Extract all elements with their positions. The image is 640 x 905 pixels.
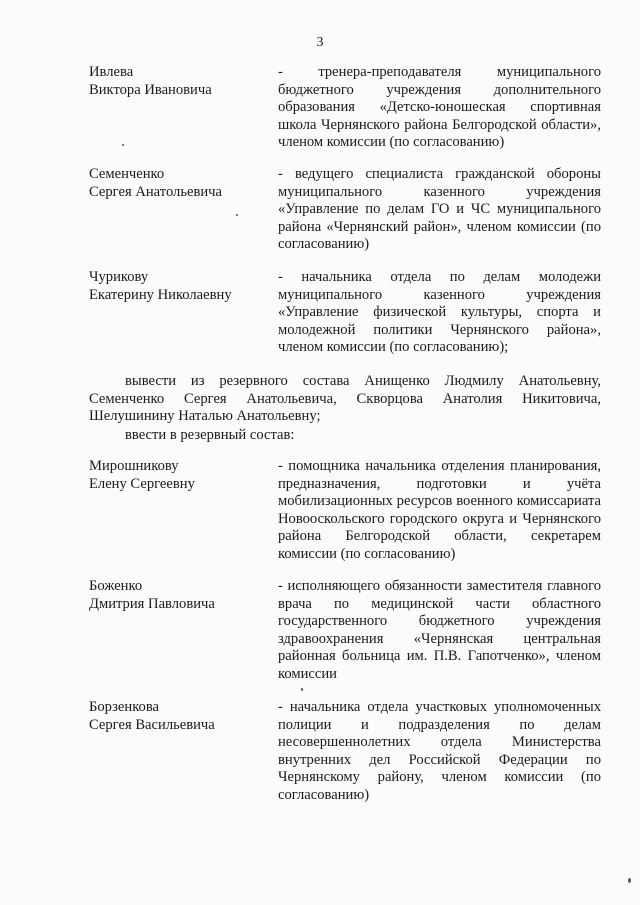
member-surname: Мирошникову [89,458,179,474]
scan-speck [628,878,631,883]
member-entry-semenchenko [89,166,601,254]
member-entry-churikova [89,269,601,357]
member-name [89,458,278,564]
remove-from-reserve-paragraph: вывести из резервного состава Анищенко Людмилу Анатольевну, Семенченко Сергея Анатольевича, Скворцова Анатолия Никитовича, Шелушинину Наталью Анатольевну; [89,373,601,425]
scan-speck [301,688,303,691]
member-position: - исполняющего обязанности заместителя главного врача по медицинской части областного государственного бюджетного учреждения здравоохранения «Чернянская центральная районная больница им. П.В. Гапотченко», членом комиссии [278,578,601,682]
member-position: - начальника отдела по делам молодежи муниципального казенного учреждения «Управление физической культуры, спорта и молодежной политики Чернянского района», членом комиссии (по согласованию); [278,269,601,356]
member-surname: Ивлева [89,64,134,80]
member-name [89,578,278,684]
member-surname: Борзенкова [89,699,160,715]
member-given-names: Сергея Васильевича [89,716,215,733]
scan-speck [236,214,238,216]
member-position: - помощника начальника отделения планирования, предназначения, подготовки и учёта мобилизационных ресурсов военного комиссариата Новооскольского городского округа и Чернянского района Белгородской области, секретарем комиссии (по согласованию) [278,458,601,562]
member-position: - тренера-преподавателя муниципального бюджетного учреждения дополнительного образования «Детско-юношеская спортивная школа Чернянского района Белгородской области», членом комиссии (по согласованию) [278,64,601,151]
member-position: - ведущего специалиста гражданской обороны муниципального казенного учреждения «Управление по делам ГО и ЧС муниципального района «Чернянский район», членом комиссии (по согласованию) [278,166,601,253]
scan-speck [122,144,124,146]
member-name [89,64,278,152]
member-entry-bozhenko [89,578,601,684]
member-given-names: Елену Сергеевну [89,475,195,492]
member-entry-borzenkov [89,699,601,805]
member-name [89,699,278,805]
member-name [89,269,278,357]
member-position: - начальника отдела участковых уполномоченных полиции и подразделения по делам несовершеннолетних отдела Министерства внутренних дел Российской Федерации по Чернянскому району, членом комиссии (по согласованию) [278,699,601,803]
add-to-reserve-line: ввести в резервный состав: [125,427,295,443]
member-given-names: Сергея Анатольевича [89,183,222,200]
member-surname: Боженко [89,578,143,594]
member-name [89,166,278,254]
member-surname: Семенченко [89,166,165,182]
page-number: 3 [316,35,324,50]
member-given-names: Дмитрия Павловича [89,595,215,612]
member-given-names: Екатерину Николаевну [89,286,232,303]
member-entry-miroshnikova [89,458,601,564]
member-given-names: Виктора Ивановича [89,81,212,98]
member-surname: Чурикову [89,269,149,285]
member-entry-ivleva [89,64,601,152]
